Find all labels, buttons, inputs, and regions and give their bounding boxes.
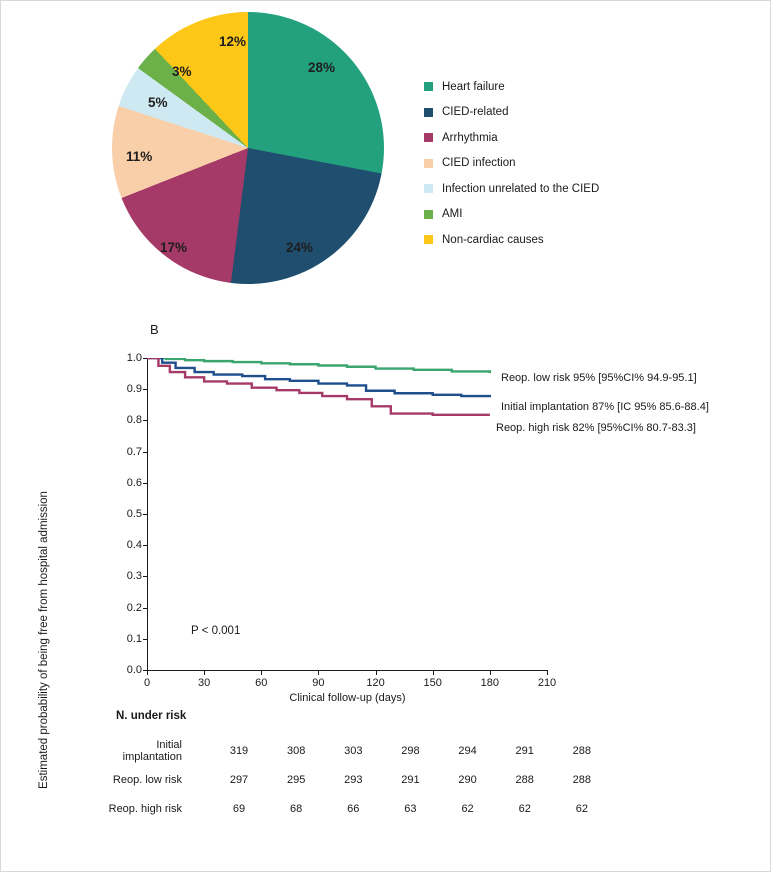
legend-item-label: AMI [442, 208, 463, 221]
legend-item [424, 100, 724, 126]
legend-item [424, 74, 724, 100]
y-axis-tick-mark [143, 483, 147, 484]
panel-letter-b: B [150, 322, 159, 337]
y-axis-tick-mark [143, 514, 147, 515]
legend-item [424, 176, 724, 202]
risk-table-cell: 291 [515, 744, 534, 757]
legend-swatch-icon [424, 235, 433, 244]
pie-slice-label-non-cardiac: 12% [219, 34, 247, 49]
survival-curves [147, 358, 547, 670]
x-axis-line [147, 670, 548, 671]
plot-area [126, 352, 557, 689]
x-axis-tick-label: 150 [423, 677, 442, 689]
risk-table-cell: 290 [458, 773, 477, 786]
x-axis-tick-mark [490, 670, 491, 675]
legend-swatch-icon [424, 210, 433, 219]
risk-table-cell: 303 [344, 744, 363, 757]
legend-item-label: Heart failure [442, 80, 505, 93]
curve-annotation-reop-high-risk: Reop. high risk 82% [95%CI% 80.7-83.3] [496, 422, 696, 434]
risk-table-cell: 295 [286, 773, 306, 786]
risk-table-cell: 66 [347, 802, 360, 815]
x-axis-tick-label: 90 [312, 677, 325, 689]
legend-swatch-icon [424, 82, 433, 91]
risk-table-row-label: Reop. high risk [108, 802, 182, 815]
x-axis-tick-mark [318, 670, 319, 675]
pie-legend [424, 74, 724, 253]
risk-table-title: N. under risk [116, 710, 187, 722]
y-axis-tick-label: 0.1 [126, 632, 142, 645]
legend-item-label: CIED-related [442, 106, 509, 119]
risk-table-cell: 288 [572, 773, 592, 786]
risk-table-cell: 62 [575, 802, 588, 815]
risk-table-cell: 308 [286, 744, 306, 757]
pie-slice-label-ami: 3% [172, 64, 192, 79]
risk-table-row-label: Reop. low risk [112, 773, 182, 786]
pie-chart [112, 8, 384, 290]
legend-item-label: CIED infection [442, 157, 516, 170]
x-axis-tick-label: 0 [143, 677, 151, 689]
y-axis-tick-mark [143, 420, 147, 421]
legend-swatch-icon [424, 133, 433, 142]
x-axis-tick-mark [204, 670, 205, 675]
x-axis-tick-mark [547, 670, 548, 675]
risk-table-row [96, 794, 588, 823]
y-axis-tick-label: 0.8 [126, 414, 142, 427]
legend-item [424, 151, 724, 177]
risk-table-cell: 62 [461, 802, 474, 815]
risk-table-cell: 291 [401, 773, 420, 786]
x-axis-tick-label: 30 [198, 677, 211, 689]
curve-annotation-reop-low-risk: Reop. low risk 95% [95%CI% 94.9-95.1] [501, 372, 697, 384]
curve-annotation-initial-implantation: Initial implantation 87% [IC 95% 85.6-88.4] [501, 401, 709, 413]
x-axis-tick-mark [147, 670, 148, 675]
y-axis-tick-label: 0.0 [126, 664, 142, 676]
x-axis-tick-label: 210 [537, 677, 557, 689]
legend-item [424, 125, 724, 151]
x-axis-tick-mark [433, 670, 434, 675]
x-axis-tick-mark [261, 670, 262, 675]
pie-slice-label-cied-related: 24% [286, 240, 314, 255]
pie-slice-label-arrhythmia: 17% [160, 240, 188, 255]
survival-chart-panel [0, 300, 771, 872]
legend-swatch-icon [424, 108, 433, 117]
risk-table-row-cells [188, 736, 592, 765]
legend-swatch-icon [424, 184, 433, 193]
y-axis-tick-label: 0.3 [126, 570, 142, 583]
risk-table-rows [96, 736, 592, 823]
risk-table-row-label: Initial implantation [122, 738, 182, 763]
risk-table-cell: 69 [232, 802, 246, 815]
risk-table-row [96, 736, 592, 765]
x-axis-label: Clinical follow-up (days) [289, 692, 406, 704]
survival-curve [147, 358, 490, 373]
y-axis-tick-label: 0.6 [126, 476, 142, 489]
risk-table-cell: 298 [401, 744, 420, 757]
risk-table-cell: 288 [515, 773, 534, 786]
pie-slice-label-cied-infection: 11% [126, 149, 153, 164]
risk-table-row-cells [188, 765, 592, 794]
risk-table-cell: 319 [229, 744, 249, 757]
risk-table-cell: 68 [290, 802, 303, 815]
y-axis-tick-label: 0.9 [126, 383, 142, 396]
x-axis-tick-label: 60 [255, 677, 268, 689]
pie-chart-panel [0, 0, 771, 300]
legend-item [424, 202, 724, 228]
risk-table-cell: 288 [572, 744, 592, 757]
legend-item-label: Infection unrelated to the CIED [442, 182, 600, 195]
legend-swatch-icon [424, 159, 433, 168]
risk-table-cell: 62 [518, 802, 531, 815]
x-axis-tick-label: 120 [366, 677, 385, 689]
risk-table-cell: 63 [404, 802, 417, 815]
y-axis-tick-label: 0.4 [126, 539, 142, 552]
pie-disc [112, 12, 384, 284]
risk-table [96, 710, 592, 823]
x-axis-tick-label: 180 [480, 677, 500, 689]
y-axis-tick-mark [143, 639, 147, 640]
y-axis-tick-label: 1.0 [126, 352, 142, 364]
y-axis-tick-mark [143, 389, 147, 390]
legend-item [424, 227, 724, 253]
x-axis-tick-mark [376, 670, 377, 675]
y-axis-tick-label: 0.2 [126, 601, 142, 614]
y-axis-tick-label: 0.5 [126, 508, 142, 520]
risk-table-cell: 297 [229, 773, 249, 786]
y-axis-tick-mark [143, 608, 147, 609]
y-axis-tick-mark [143, 358, 147, 359]
pie-slice-label-infection-unrelated: 5% [148, 95, 168, 110]
risk-table-cell: 293 [344, 773, 363, 786]
p-value-annotation: P < 0.001 [191, 625, 241, 637]
y-axis-tick-mark [143, 452, 147, 453]
y-axis-tick-mark [143, 545, 147, 546]
pie-slice-label-heart-failure: 28% [308, 60, 336, 75]
risk-table-row [96, 765, 592, 794]
risk-table-cell: 294 [458, 744, 477, 757]
risk-table-row-cells [188, 794, 588, 823]
y-axis-tick-mark [143, 576, 147, 577]
legend-item-label: Arrhythmia [442, 131, 498, 144]
y-axis-label: Estimated probability of being free from hospital admission [38, 491, 50, 789]
y-axis-tick-label: 0.7 [126, 445, 142, 458]
legend-item-label: Non-cardiac causes [442, 233, 544, 246]
